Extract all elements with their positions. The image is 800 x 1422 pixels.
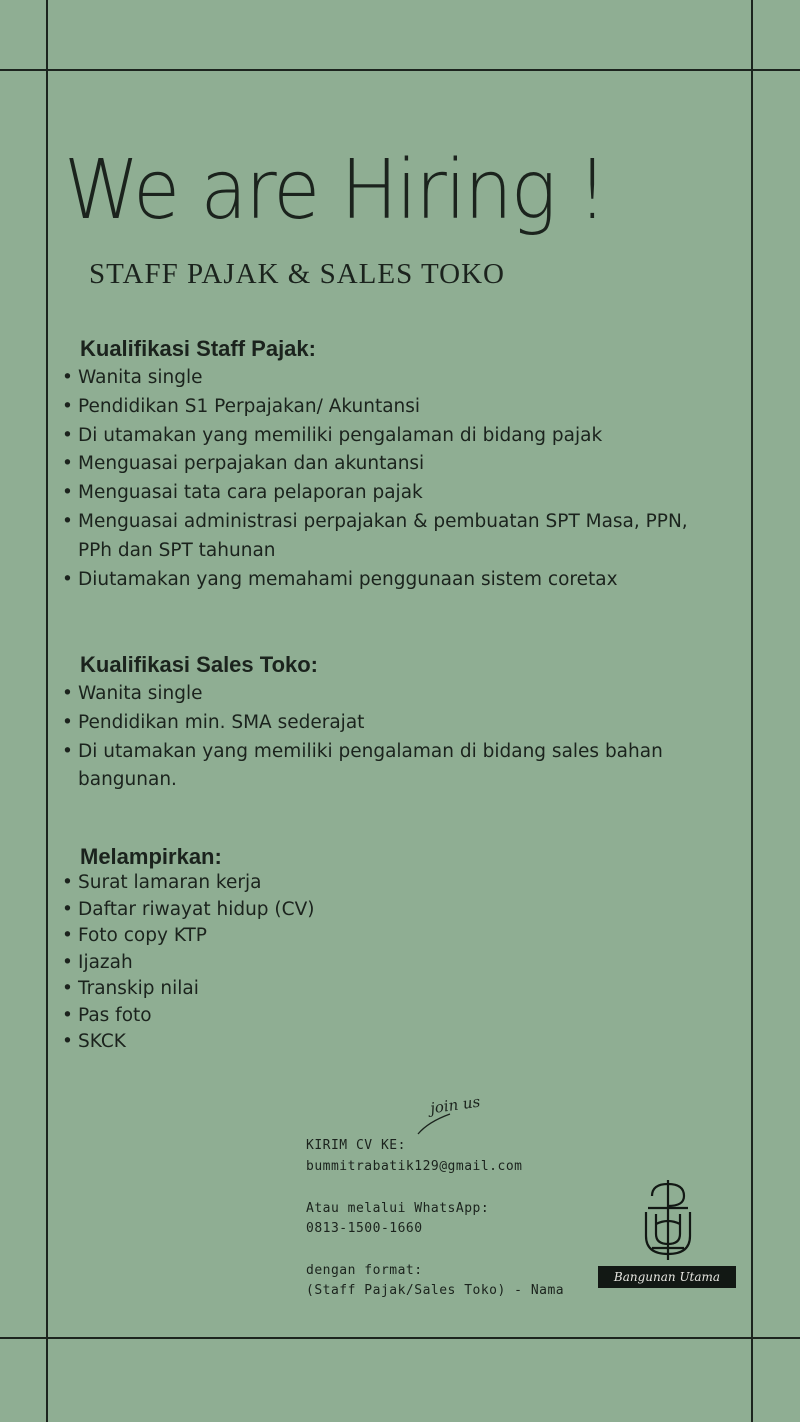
list-item: • Pendidikan min. SMA sederajat bbox=[62, 709, 742, 738]
contact-whatsapp: 0813-1500-1660 bbox=[306, 1221, 423, 1236]
list-item: • Ijazah bbox=[62, 950, 462, 977]
logo-wordmark: Bangunan Utama bbox=[598, 1266, 736, 1288]
list-item: • Di utamakan yang memiliki pengalaman di bidang sales bahan bangunan. bbox=[62, 738, 738, 796]
list-item: • Menguasai administrasi perpajakan & pembuatan SPT Masa, PPN, PPh dan SPT tahunan bbox=[62, 508, 698, 566]
list-item: • Transkip nilai bbox=[62, 976, 462, 1003]
section-heading-melampirkan: Melampirkan: bbox=[80, 844, 222, 869]
contact-email-label: KIRIM CV KE: bbox=[306, 1138, 406, 1153]
list-item: • Wanita single bbox=[62, 364, 742, 393]
list-item: • SKCK bbox=[62, 1029, 462, 1056]
company-logo bbox=[598, 1178, 736, 1290]
staff-pajak-qualifications-list bbox=[62, 364, 742, 594]
list-item: • Wanita single bbox=[62, 680, 742, 709]
frame-line-right bbox=[751, 0, 753, 1422]
join-us-stroke-icon bbox=[414, 1110, 454, 1138]
page-title: We are Hiring ! bbox=[64, 143, 606, 238]
list-item: • Surat lamaran kerja bbox=[62, 870, 462, 897]
section-heading-sales-toko: Kualifikasi Sales Toko: bbox=[80, 652, 319, 677]
list-item: • Menguasai tata cara pelaporan pajak bbox=[62, 479, 742, 508]
sales-toko-qualifications-list bbox=[62, 680, 742, 795]
list-item: • Menguasai perpajakan dan akuntansi bbox=[62, 450, 742, 479]
frame-line-left bbox=[46, 0, 48, 1422]
list-item: • Daftar riwayat hidup (CV) bbox=[62, 897, 462, 924]
section-heading-staff-pajak: Kualifikasi Staff Pajak: bbox=[80, 336, 316, 361]
page-subtitle: STAFF PAJAK & SALES TOKO bbox=[89, 258, 505, 290]
frame-line-top bbox=[0, 69, 800, 71]
attachments-list bbox=[62, 870, 462, 1056]
list-item: • Di utamakan yang memiliki pengalaman di bidang pajak bbox=[62, 422, 742, 451]
bu-monogram-icon bbox=[638, 1178, 698, 1262]
contact-format: (Staff Pajak/Sales Toko) - Nama bbox=[306, 1283, 565, 1298]
frame-line-bottom bbox=[0, 1337, 800, 1339]
list-item: • Foto copy KTP bbox=[62, 923, 462, 950]
contact-whatsapp-label: Atau melalui WhatsApp: bbox=[306, 1201, 490, 1216]
list-item: • Pendidikan S1 Perpajakan/ Akuntansi bbox=[62, 393, 742, 422]
list-item: • Diutamakan yang memahami penggunaan sistem coretax bbox=[62, 566, 742, 595]
list-item: • Pas foto bbox=[62, 1003, 462, 1030]
contact-format-label: dengan format: bbox=[306, 1263, 423, 1278]
join-us-script: join us bbox=[428, 1092, 482, 1118]
contact-email: bummitrabatik129@gmail.com bbox=[306, 1159, 523, 1174]
